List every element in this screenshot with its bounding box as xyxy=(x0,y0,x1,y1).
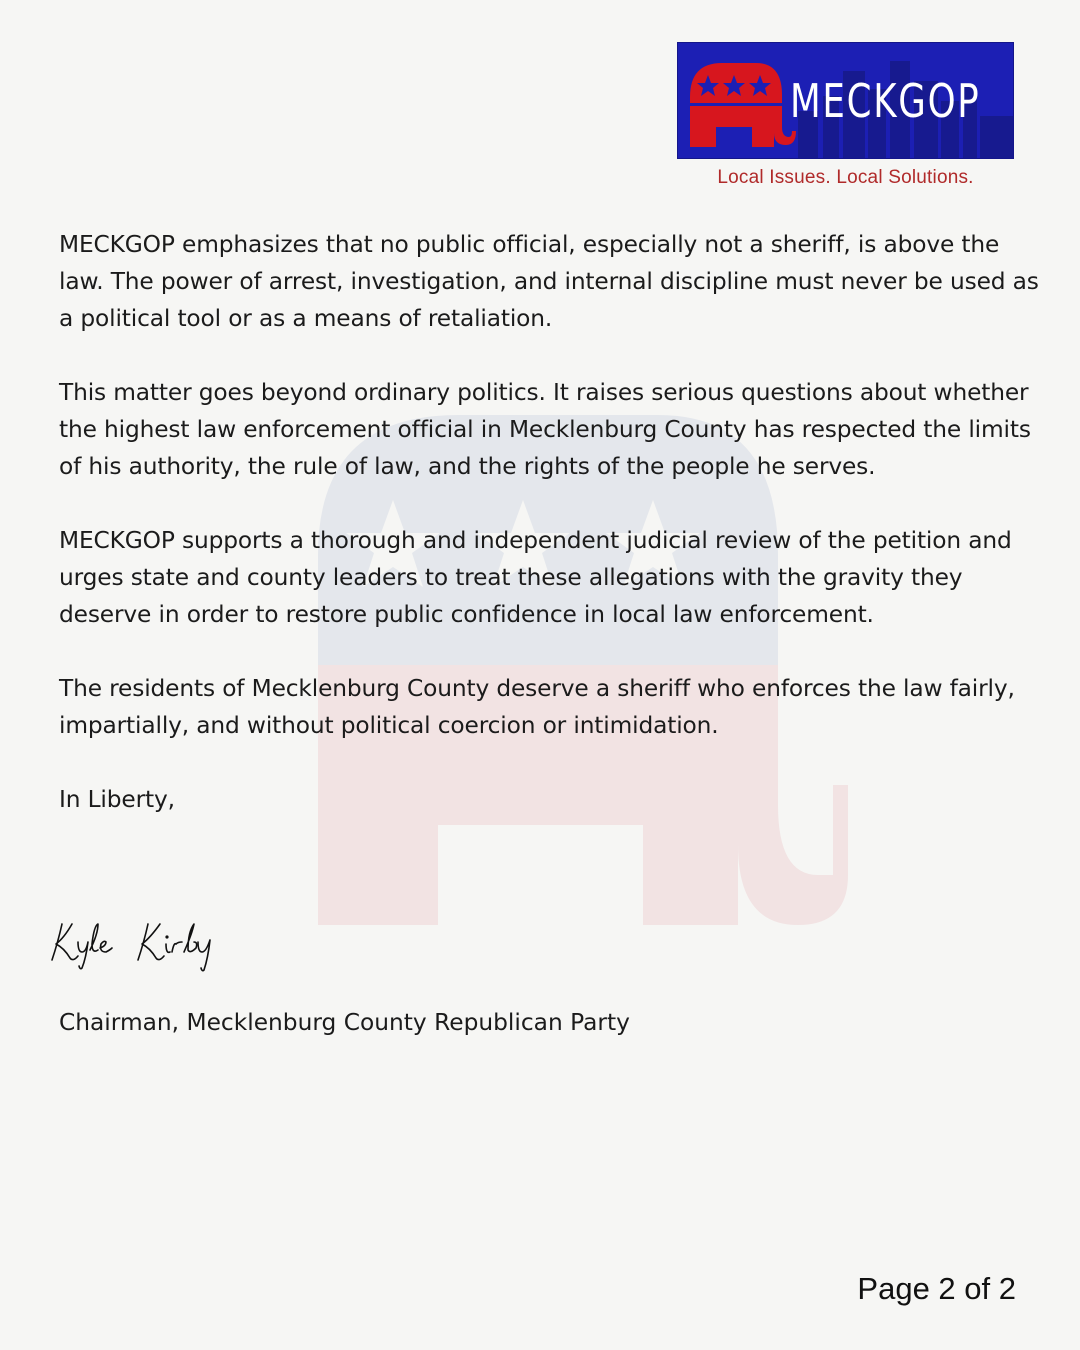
page-number: Page 2 of 2 xyxy=(857,1271,1016,1306)
logo-wordmark: MECKGOP xyxy=(790,74,981,128)
meckgop-logo xyxy=(677,42,1014,189)
closing-salutation: In Liberty, xyxy=(59,786,175,813)
elephant-icon xyxy=(686,57,796,149)
paragraph-judicial-review: MECKGOP supports a thorough and independent judicial review of the petition and urges state and county leaders to treat these allegations with the gravity they deserve in order to restore public confidence in local law enforcement. xyxy=(59,527,1012,628)
signature-image xyxy=(48,912,248,972)
paragraph-beyond-politics: This matter goes beyond ordinary politics. It raises serious questions about whether the highest law enforcement official in Mecklenburg County has respected the limits of his authority, the rule of law, and the rights of the people he serves. xyxy=(59,379,1031,480)
paragraph-residents-deserve: The residents of Mecklenburg County deserve a sheriff who enforces the law fairly, impartially, and without political coercion or intimidation. xyxy=(59,675,1015,739)
logo-tagline: Local Issues. Local Solutions. xyxy=(717,167,974,188)
paragraph-above-the-law: MECKGOP emphasizes that no public official, especially not a sheriff, is above the law. The power of arrest, investigation, and internal discipline must never be used as a political tool or as a means of retaliation. xyxy=(59,231,1039,332)
logo-banner xyxy=(677,42,1014,159)
letter-body xyxy=(59,226,1039,836)
signer-title: Chairman, Mecklenburg County Republican Party xyxy=(59,1009,630,1036)
